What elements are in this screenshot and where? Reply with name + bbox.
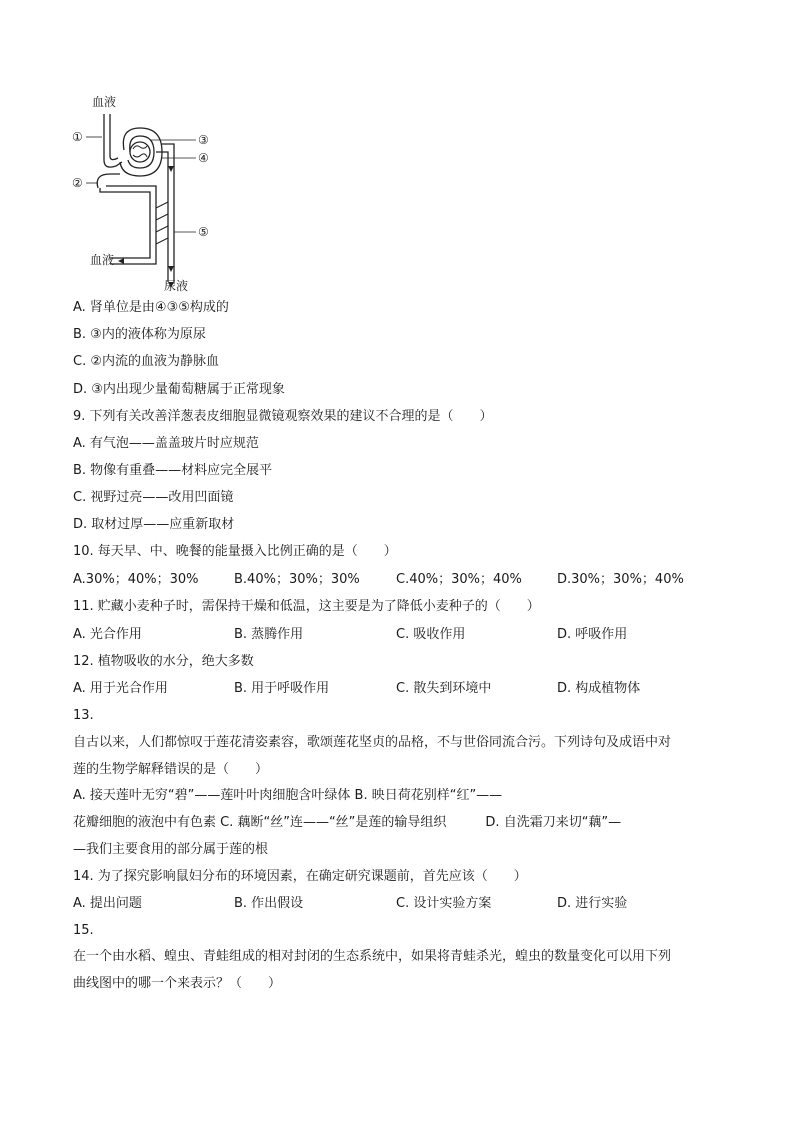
q10-option-c: C.40%；30%；40% bbox=[396, 572, 522, 587]
q14-option-d: D. 进行实验 bbox=[557, 896, 628, 911]
q11-option-c: C. 吸收作用 bbox=[396, 627, 466, 642]
q10-option-a: A.30%；40%；30% bbox=[73, 572, 199, 587]
q11-stem: 11. 贮藏小麦种子时，需保持干燥和低温，这主要是为了降低小麦种子的（ ） bbox=[73, 599, 540, 614]
q15-stem: 在一个由水稻、蝗虫、青蛙组成的相对封闭的生态系统中，如果将青蛙杀光，蝗虫的数量变化可以用下列 bbox=[73, 949, 672, 964]
q11-option-d: D. 呼吸作用 bbox=[557, 627, 628, 642]
nephron-diagram bbox=[70, 92, 230, 292]
blood-label-bottom: 血液 bbox=[90, 253, 115, 267]
marker-4: ④ bbox=[198, 151, 209, 165]
q12-option-b: B. 用于呼吸作用 bbox=[234, 681, 330, 696]
q10-stem: 10. 每天早、中、晚餐的能量摄入比例正确的是（ ） bbox=[73, 544, 397, 559]
marker-2: ② bbox=[72, 176, 83, 190]
q10-option-d: D.30%；30%；40% bbox=[557, 572, 684, 587]
marker-1: ① bbox=[72, 130, 83, 144]
q13-stem: 自古以来，人们都惊叹于莲花清姿素容，歌颂莲花坚贞的品格，不与世俗同流合污。下列诗句及成语中对 bbox=[73, 735, 672, 750]
q13-options-line-2: 花瓣细胞的液泡中有色素 C. 藕断“丝”连——“丝”是莲的输导组织 D. 自洗霜刀来切“藕”— bbox=[73, 815, 622, 830]
q13-stem-continued: 莲的生物学解释错误的是（ ） bbox=[73, 762, 269, 777]
q14-stem: 14. 为了探究影响鼠妇分布的环境因素，在确定研究课题前，首先应该（ ） bbox=[73, 869, 527, 884]
q8-option-a: A. 肾单位是由④③⑤构成的 bbox=[73, 300, 229, 315]
blood-label-top: 血液 bbox=[92, 95, 117, 109]
q9-option-d: D. 取材过厚——应重新取材 bbox=[73, 517, 235, 532]
q12-option-d: D. 构成植物体 bbox=[557, 681, 641, 696]
q9-stem: 9. 下列有关改善洋葱表皮细胞显微镜观察效果的建议不合理的是（ ） bbox=[73, 409, 493, 424]
q9-option-c: C. 视野过亮——改用凹面镜 bbox=[73, 490, 234, 505]
q8-option-c: C. ②内流的血液为静脉血 bbox=[73, 354, 219, 369]
q15-stem-continued: 曲线图中的哪一个来表示？（ ） bbox=[73, 976, 282, 991]
marker-3: ③ bbox=[198, 133, 209, 147]
q12-option-a: A. 用于光合作用 bbox=[73, 681, 168, 696]
q11-option-a: A. 光合作用 bbox=[73, 627, 142, 642]
q9-option-a: A. 有气泡——盖盖玻片时应规范 bbox=[73, 436, 259, 451]
q13-number: 13. bbox=[73, 708, 94, 723]
q14-option-c: C. 设计实验方案 bbox=[396, 896, 492, 911]
q10-option-b: B.40%；30%；30% bbox=[234, 572, 360, 587]
q14-option-b: B. 作出假设 bbox=[234, 896, 304, 911]
q15-number: 15. bbox=[73, 923, 94, 938]
q13-options-line-1: A. 接天莲叶无穷“碧”——莲叶叶肉细胞含叶绿体 B. 映日荷花别样“红”—— bbox=[73, 788, 503, 803]
q9-option-b: B. 物像有重叠——材料应完全展平 bbox=[73, 463, 273, 478]
marker-5: ⑤ bbox=[198, 225, 209, 239]
q11-option-b: B. 蒸腾作用 bbox=[234, 627, 304, 642]
q14-option-a: A. 提出问题 bbox=[73, 896, 142, 911]
q12-option-c: C. 散失到环境中 bbox=[396, 681, 492, 696]
q8-option-d: D. ③内出现少量葡萄糖属于正常现象 bbox=[73, 382, 285, 397]
q8-option-b: B. ③内的液体称为原尿 bbox=[73, 327, 206, 342]
urine-label: 尿液 bbox=[164, 279, 189, 292]
q13-options-line-3: —我们主要食用的部分属于莲的根 bbox=[73, 842, 269, 857]
q12-stem: 12. 植物吸收的水分，绝大多数 bbox=[73, 654, 254, 669]
